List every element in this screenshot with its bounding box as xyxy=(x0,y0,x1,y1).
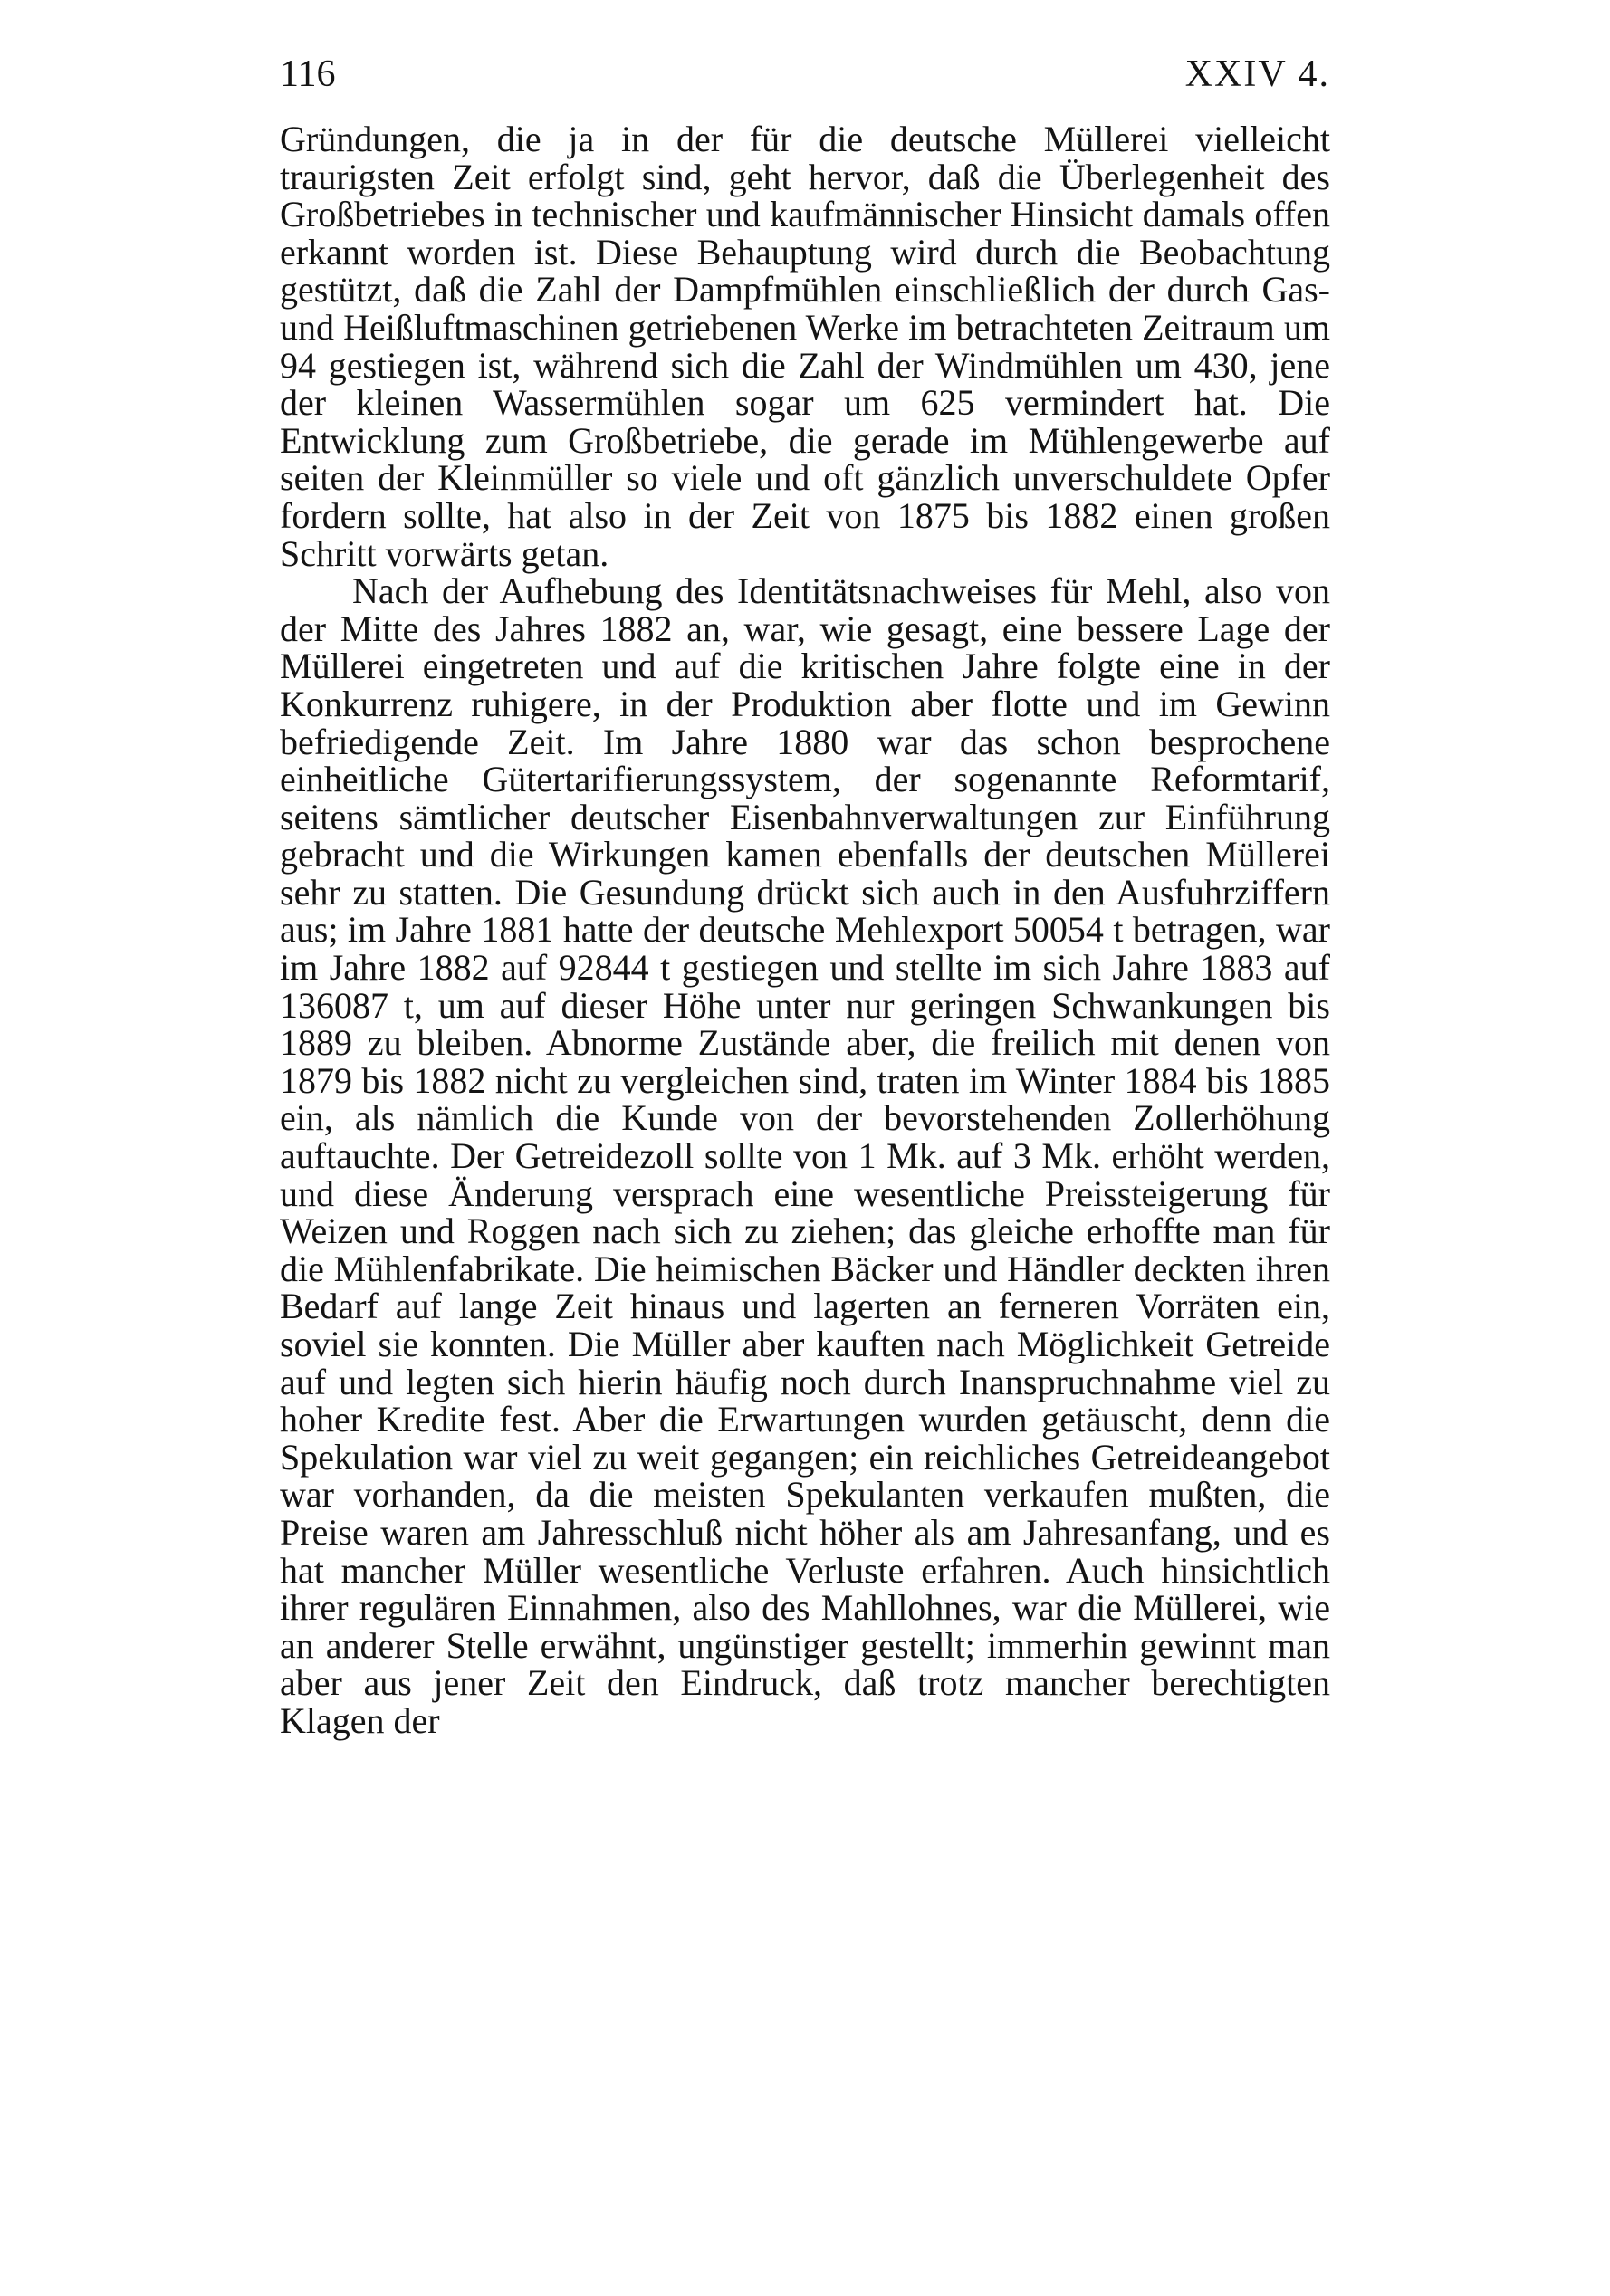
running-head: XXIV 4. xyxy=(1184,53,1330,95)
paragraph: Nach der Aufhebung des Identitätsnachweises für Mehl, also von der Mitte des Jahres 1882 an, war, wie gesagt, eine bessere Lage der Müllerei eingetreten und auf die kritischen Jahre folgte eine in der Konkurrenz ruhigere, in der Produktion aber flotte und im Gewinn befriedigende Zeit. Im Jahre 1880 war das schon besprochene einheitliche Gütertarifierungssystem, der sogenannte Reformtarif, seitens sämtlicher deutscher Eisenbahnverwaltungen zur Einführung gebracht und die Wirkungen kamen ebenfalls der deutschen Müllerei sehr zu statten. Die Gesundung drückt sich auch in den Ausfuhrziffern aus; im Jahre 1881 hatte der deutsche Mehlexport 50054 t betragen, war im Jahre 1882 auf 92844 t gestiegen und stellte im sich Jahre 1883 auf 136087 t, um auf dieser Höhe unter nur geringen Schwankungen bis 1889 zu bleiben. Abnorme Zustände aber, die freilich mit denen von 1879 bis 1882 nicht zu vergleichen sind, traten im Winter 1884 bis 1885 ein, als nämlich die Kunde von der bevorstehenden Zollerhöhung auftauchte. Der Getreidezoll sollte von 1 Mk. auf 3 Mk. erhöht werden, und diese Änderung versprach eine wesentliche Preissteigerung für Weizen und Roggen nach sich zu ziehen; das gleiche erhoffte man für die Mühlenfabrikate. Die heimischen Bäcker und Händler deckten ihren Bedarf auf lange Zeit hinaus und lagerten an ferneren Vorräten ein, soviel sie konnten. Die Müller aber kauften nach Möglichkeit Getreide auf und legten sich hierin häufig noch durch Inanspruchnahme viel zu hoher Kredite fest. Aber die Erwartungen wurden getäuscht, denn die Spekulation war viel zu weit gegangen; ein reichliches Getreideangebot war vorhanden, da die meisten Spekulanten verkaufen mußten, die Preise waren am Jahresschluß nicht höher als am Jahresanfang, und es hat mancher Müller wesentliche Verluste erfahren. Auch hinsichtlich ihrer regulären Einnahmen, also des Mahllohnes, war die Müllerei, wie an anderer Stelle erwähnt, ungünstiger gestellt; immerhin gewinnt man aber aus jener Zeit den Eindruck, daß trotz mancher berechtigten Klagen der xyxy=(280,570,1330,1741)
page-header xyxy=(280,47,1330,101)
page-number: 116 xyxy=(280,53,336,95)
body-text xyxy=(280,120,1330,1740)
paragraph: Gründungen, die ja in der für die deutsche Müllerei vielleicht traurigsten Zeit erfolgt sind, geht hervor, daß die Überlegenheit des Großbetriebes in technischer und kaufmännischer Hinsicht damals offen erkannt worden ist. Diese Behauptung wird durch die Beobachtung gestützt, daß die Zahl der Dampfmühlen einschließlich der durch Gas- und Heißluftmaschinen getriebenen Werke im betrachteten Zeitraum um 94 gestiegen ist, während sich die Zahl der Windmühlen um 430, jene der kleinen Wassermühlen sogar um 625 vermindert hat. Die Entwicklung zum Großbetriebe, die gerade im Mühlengewerbe auf seiten der Kleinmüller so viele und oft gänzlich unverschuldete Opfer fordern sollte, hat also in der Zeit von 1875 bis 1882 einen großen Schritt vorwärts getan. xyxy=(280,119,1330,574)
book-page xyxy=(280,47,1330,1740)
